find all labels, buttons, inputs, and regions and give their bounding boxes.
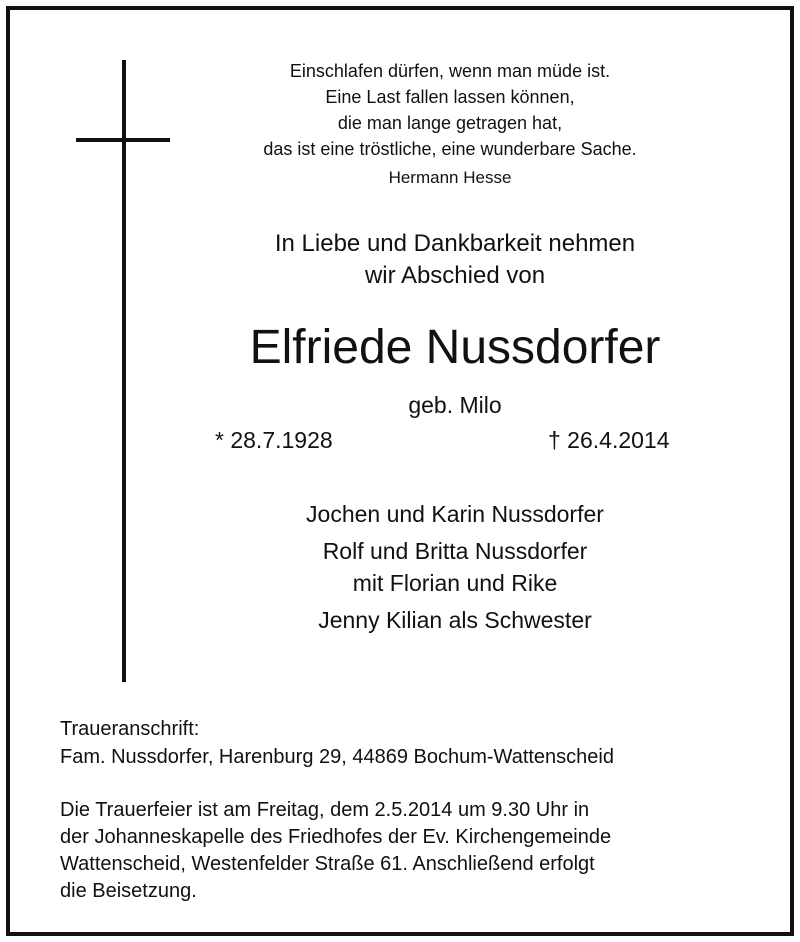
mourner-line: Jenny Kilian als Schwester xyxy=(318,607,592,633)
poem-line: die man lange getragen hat, xyxy=(337,113,563,133)
mourner-entry xyxy=(200,604,710,636)
service-line: Die Trauerfeier ist am Freitag, dem 2.5.2014 um 9.30 Uhr in xyxy=(60,799,590,821)
service-line: die Beisetzung. xyxy=(60,880,197,902)
address-value: Fam. Nussdorfer, Harenburg 29, 44869 Bochum-Wattenscheid xyxy=(60,746,614,768)
mourners-list xyxy=(200,498,710,641)
poem-line: das ist eine tröstliche, eine wunderbare Sache. xyxy=(263,139,637,159)
poem-author: Hermann Hesse xyxy=(388,168,512,187)
cross-icon-vertical xyxy=(122,60,126,682)
poem xyxy=(230,58,670,162)
mourning-address xyxy=(60,715,614,771)
mourner-line: Jochen und Karin Nussdorfer xyxy=(306,501,604,527)
birth-name: geb. Milo xyxy=(408,392,502,418)
intro-line: wir Abschied von xyxy=(364,262,546,289)
intro-line: In Liebe und Dankbarkeit nehmen xyxy=(274,230,636,257)
poem-line: Eine Last fallen lassen können, xyxy=(325,87,575,107)
poem-line: Einschlafen dürfen, wenn man müde ist. xyxy=(289,61,611,81)
service-line: Wattenscheid, Westenfelder Straße 61. Anschließend erfolgt xyxy=(60,853,595,875)
mourner-line: Rolf und Britta Nussdorfer xyxy=(322,538,588,564)
cross-icon-horizontal xyxy=(76,138,170,142)
death-date: † 26.4.2014 xyxy=(548,427,670,453)
address-label: Traueranschrift: xyxy=(60,718,200,740)
mourner-entry xyxy=(200,498,710,530)
mourner-entry xyxy=(200,535,710,599)
deceased-name: Elfriede Nussdorfer xyxy=(249,321,661,374)
funeral-service-info xyxy=(60,797,760,905)
intro-text xyxy=(200,228,710,292)
mourner-line: mit Florian und Rike xyxy=(352,570,558,596)
service-line: der Johanneskapelle des Friedhofes der Ev. Kirchengemeinde xyxy=(60,826,612,848)
birth-date: * 28.7.1928 xyxy=(215,427,333,453)
